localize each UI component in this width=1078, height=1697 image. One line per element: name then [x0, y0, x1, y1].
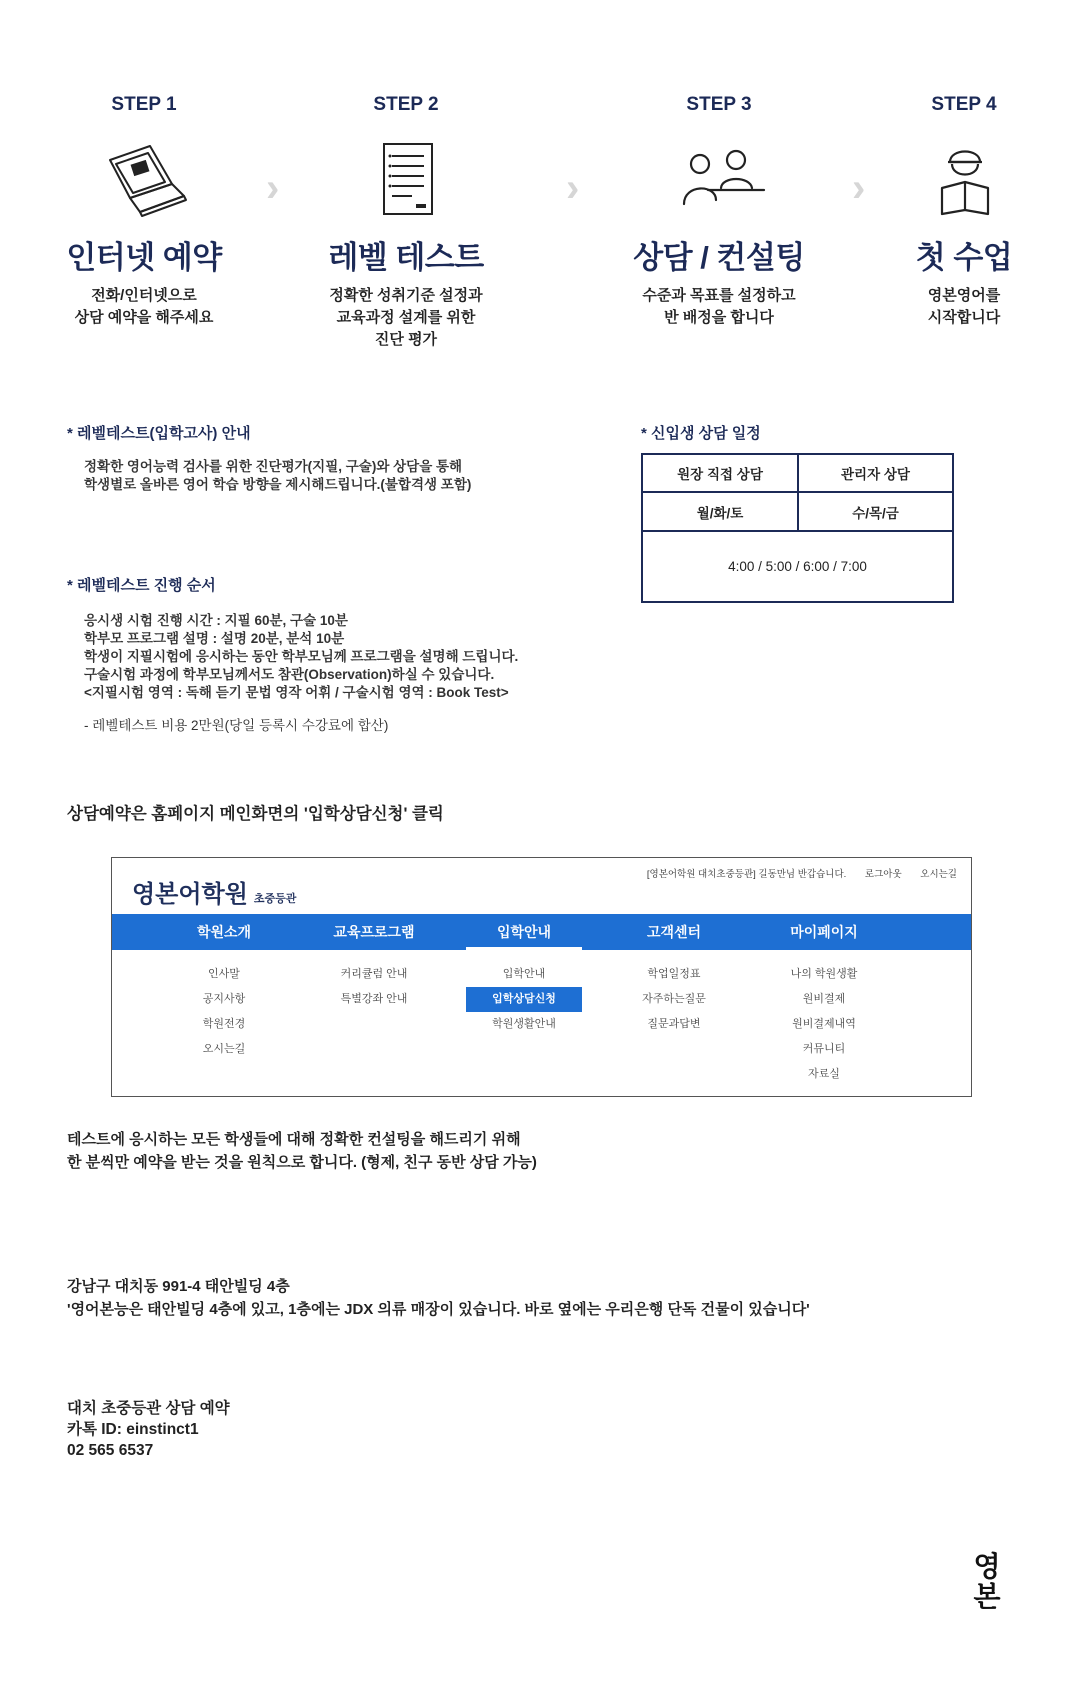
consulting-icon — [676, 140, 766, 220]
schedule-days-director: 월/화/토 — [643, 493, 799, 532]
step2-label: STEP 2 — [373, 94, 439, 115]
schedule-times: 4:00 / 5:00 / 6:00 / 7:00 — [728, 559, 867, 574]
level-test-guide-heading: * 레벨테스트(입학고사) 안내 — [67, 425, 251, 442]
nav-support[interactable]: 고객센터 — [646, 924, 702, 940]
reading-student-icon — [920, 140, 1010, 220]
nav-admission[interactable]: 입학안내 — [454, 914, 594, 950]
website-nav — [112, 914, 971, 950]
submenu-item[interactable]: 커리큘럼 안내 — [340, 968, 408, 980]
laptop-icon — [100, 140, 190, 220]
step3-label: STEP 3 — [686, 94, 752, 115]
level-test-order-heading: * 레벨테스트 진행 순서 — [67, 577, 216, 594]
submenu-about — [154, 962, 294, 1062]
submenu-item[interactable]: 입학안내 — [502, 968, 546, 980]
submenu-item[interactable]: 커뮤니티 — [802, 1043, 846, 1055]
nav-about[interactable]: 학원소개 — [196, 924, 252, 940]
step4-label: STEP 4 — [931, 94, 997, 115]
level-test-order-text: 응시생 시험 진행 시간 : 지필 60분, 구술 10분 학부모 프로그램 설명 : 설명 20분, 분석 10분 학생이 지필시험에 응시하는 동안 학부모님께 프로그램을 설명해 드립니다. 구술시험 과정에 학부모님께서도 참관(Observation)하실 수 있습니다. <지필시험 영역 : 독해 듣기 문법 영작 어휘 / 구술시험 영역 : Book Test> — [84, 613, 519, 700]
test-paper-icon — [362, 140, 452, 220]
submenu-item[interactable]: 원비결제 — [802, 993, 846, 1005]
submenu-mypage — [754, 962, 894, 1087]
submenu-item[interactable]: 학원전경 — [202, 1018, 246, 1030]
website-top-info — [647, 866, 957, 880]
submenu-item[interactable]: 학원생활안내 — [492, 1018, 556, 1030]
nav-mypage[interactable]: 마이페이지 — [790, 924, 858, 940]
welcome-text: [영본어학원 대치초중등관] 길동만님 반갑습니다. — [646, 869, 847, 880]
step4-title: 첫 수업 — [915, 240, 1013, 275]
submenu-item[interactable]: 원비결제내역 — [792, 1018, 856, 1030]
chevron-right-icon: › — [266, 166, 280, 210]
step2-desc: 정확한 성취기준 설정과 교육과정 설계를 위한 진단 평가 — [329, 287, 483, 348]
submenu-admission — [454, 962, 594, 1037]
step2-title: 레벨 테스트 — [328, 240, 484, 275]
submenu-item[interactable]: 공지사항 — [202, 993, 246, 1005]
submenu-programs — [304, 962, 444, 1012]
step1-title: 인터넷 예약 — [66, 240, 222, 275]
schedule-days-manager: 수/목/금 — [799, 493, 952, 532]
admission-consult-link[interactable]: 입학상담신청 — [466, 987, 582, 1012]
chevron-right-icon: › — [852, 166, 866, 210]
brand-logo: 영 본 — [973, 1551, 1001, 1612]
submenu-item[interactable]: 학업일정표 — [647, 968, 701, 980]
submenu-item[interactable]: 인사말 — [208, 968, 240, 980]
level-test-guide-text: 정확한 영어능력 검사를 위한 진단평가(지필, 구술)와 상담을 통해 학생별로 올바른 영어 학습 방향을 제시해드립니다.(불합격생 포함) — [84, 459, 472, 492]
nav-programs[interactable]: 교육프로그램 — [333, 924, 415, 940]
submenu-item[interactable]: 자주하는질문 — [642, 993, 706, 1005]
submenu-item[interactable]: 자료실 — [808, 1068, 840, 1080]
submenu-support — [604, 962, 744, 1037]
submenu-item[interactable]: 특별강좌 안내 — [340, 993, 408, 1005]
step3-title: 상담 / 컨설팅 — [633, 240, 805, 275]
submenu-item[interactable]: 질문과답변 — [647, 1018, 701, 1030]
level-test-fee: - 레벨테스트 비용 2만원(당일 등록시 수강료에 합산) — [84, 718, 389, 733]
website-logo[interactable]: 영본어학원 초중등관 — [132, 881, 297, 908]
schedule-heading: * 신입생 상담 일정 — [641, 425, 761, 442]
booking-instruction: 상담예약은 홈페이지 메인화면의 '입학상담신청' 클릭 — [67, 805, 444, 823]
submenu-item[interactable]: 오시는길 — [202, 1043, 246, 1055]
website-screenshot — [111, 857, 972, 1097]
logout-link[interactable]: 로그아웃 — [864, 869, 902, 880]
step1-desc: 전화/인터넷으로 상담 예약을 해주세요 — [74, 287, 214, 326]
submenu-item[interactable]: 나의 학원생활 — [790, 968, 858, 980]
contact-block: 대치 초중등관 상담 예약 카톡 ID: einstinct1 02 565 6537 — [67, 1400, 230, 1459]
address-block: 강남구 대치동 991-4 태안빌딩 4층 '영어본능은 태안빌딩 4층에 있고, 1층에는 JDX 의류 매장이 있습니다. 바로 옆에는 우리은행 단독 건물이 있습니다' — [67, 1278, 810, 1318]
consult-notice: 테스트에 응시하는 모든 학생들에 대해 정확한 컨설팅을 해드리기 위해 한 분씩만 예약을 받는 것을 원칙으로 합니다. (형제, 친구 동반 상담 가능) — [67, 1131, 537, 1171]
schedule-header-director: 원장 직접 상담 — [643, 455, 799, 493]
directions-link[interactable]: 오시는길 — [920, 869, 957, 880]
chevron-right-icon: › — [566, 166, 580, 210]
schedule-header-manager: 관리자 상담 — [799, 455, 952, 493]
step3-desc: 수준과 목표를 설정하고 반 배정을 합니다 — [642, 287, 796, 326]
schedule-table — [641, 453, 954, 603]
step4-desc: 영본영어를 시작합니다 — [927, 287, 1001, 326]
step1-label: STEP 1 — [111, 94, 177, 115]
